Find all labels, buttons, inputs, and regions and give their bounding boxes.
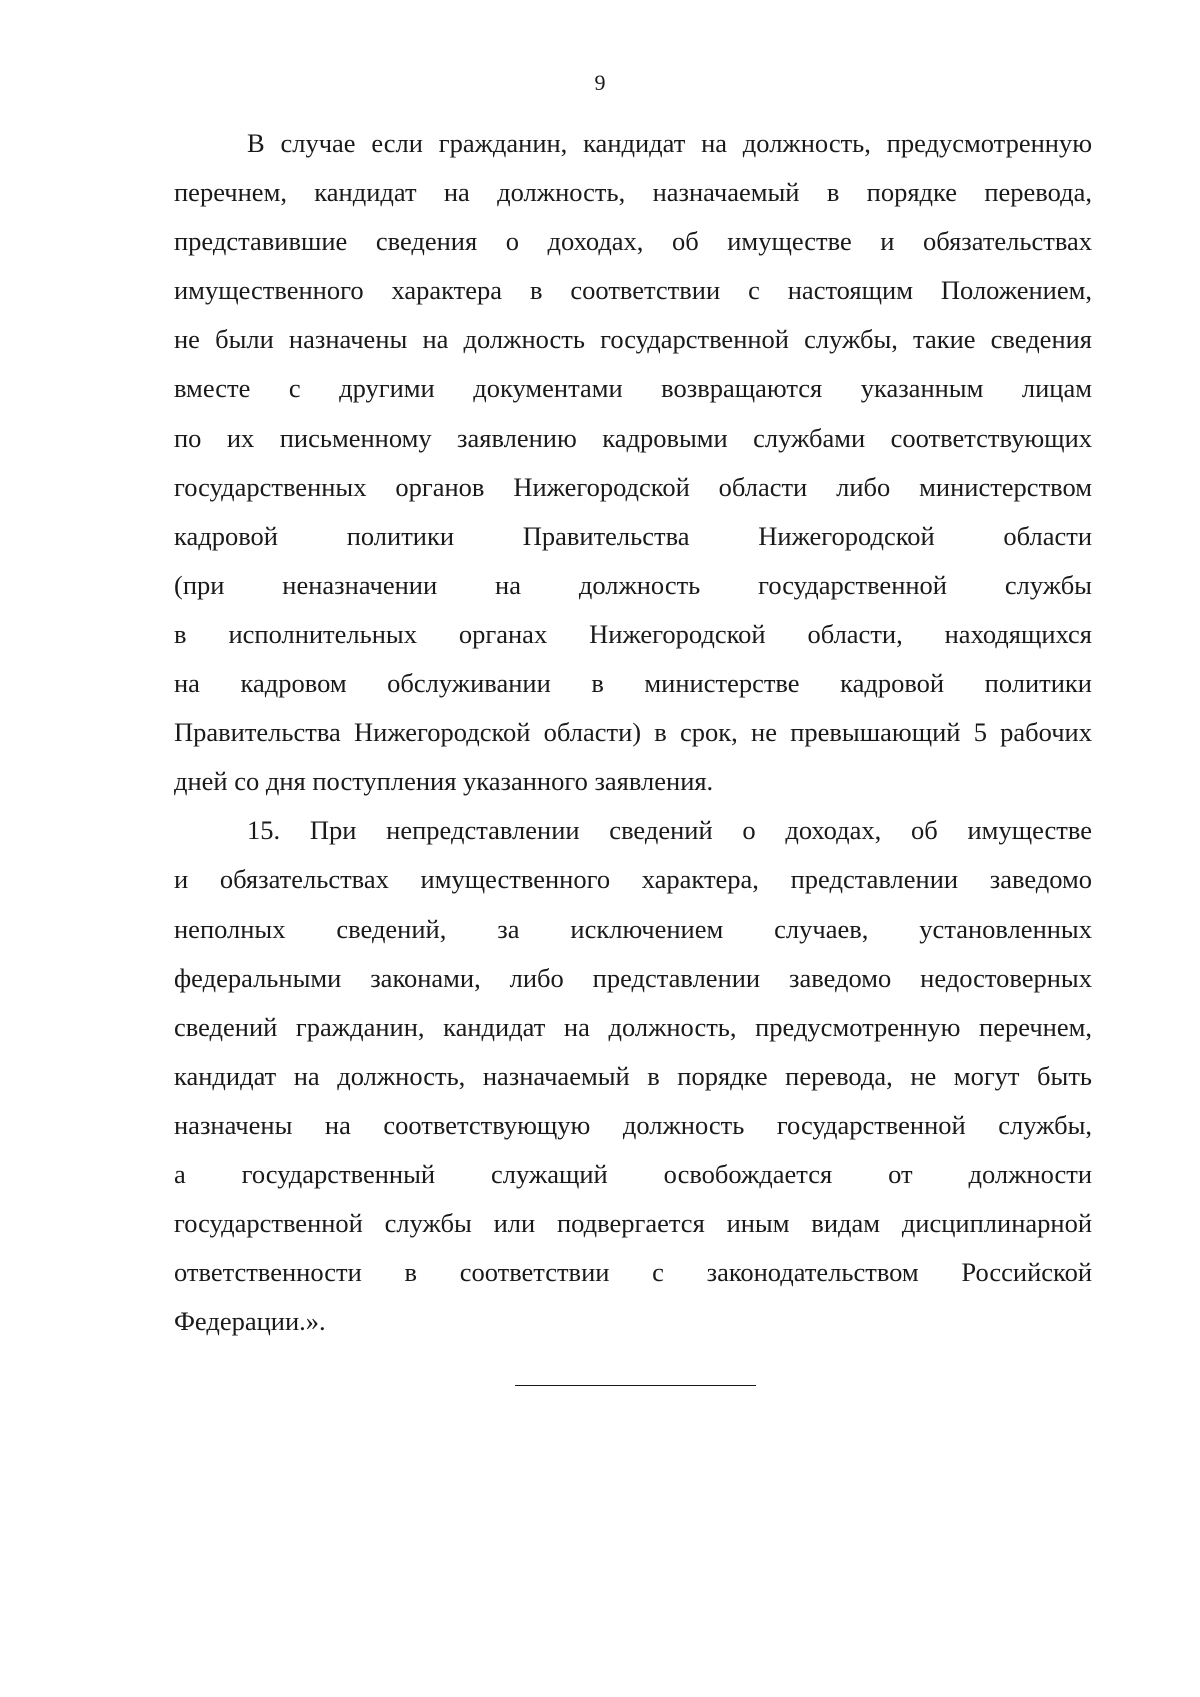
paragraph-return-of-documents (174, 119, 1092, 806)
text-line: ответственности в соответствии с законодательством Российской (174, 1257, 1092, 1288)
text-line: дней со дня поступления указанного заявления. (174, 766, 714, 797)
text-line: государственных органов Нижегородской области либо министерством (174, 471, 1092, 502)
text-line: неполных сведений, за исключением случаев, установленных (174, 913, 1092, 944)
end-of-document-rule (515, 1385, 756, 1386)
text-line: а государственный служащий освобождается от должности (174, 1158, 1092, 1189)
text-line: вместе с другими документами возвращаются указанным лицам (174, 373, 1092, 404)
text-line: имущественного характера в соответствии с настоящим Положением, (174, 275, 1092, 306)
text-line: (при неназначении на должность государственной службы (174, 569, 1092, 600)
text-line: на кадровом обслуживании в министерстве кадровой политики (174, 668, 1092, 699)
text-line: кадровой политики Правительства Нижегородской области (174, 520, 1092, 551)
text-line: не были назначены на должность государственной службы, такие сведения (174, 324, 1092, 355)
text-line: В случае если гражданин, кандидат на должность, предусмотренную (247, 128, 1092, 158)
text-line: федеральными законами, либо представлении заведомо недостоверных (174, 962, 1092, 993)
text-line: Правительства Нижегородской области) в срок, не превышающий 5 рабочих (174, 717, 1092, 748)
page-number: 9 (594, 70, 606, 95)
document-body (174, 119, 1092, 1346)
text-line: 15. При непредставлении сведений о доходах, об имуществе (247, 815, 1092, 846)
text-line: Федерации.». (174, 1306, 326, 1337)
text-line: сведений гражданин, кандидат на должность, предусмотренную перечнем, (174, 1011, 1092, 1042)
text-line: кандидат на должность, назначаемый в порядке перевода, не могут быть (174, 1060, 1092, 1091)
text-line: перечнем, кандидат на должность, назначаемый в порядке перевода, (174, 177, 1092, 208)
text-line: в исполнительных органах Нижегородской области, находящихся (174, 618, 1092, 649)
paragraph-15 (174, 806, 1092, 1346)
text-line: по их письменному заявлению кадровыми службами соответствующих (174, 422, 1092, 453)
text-line: назначены на соответствующую должность государственной службы, (174, 1109, 1092, 1140)
text-line: государственной службы или подвергается иным видам дисциплинарной (174, 1208, 1092, 1239)
text-line: представившие сведения о доходах, об имуществе и обязательствах (174, 226, 1092, 257)
text-line: и обязательствах имущественного характера, представлении заведомо (174, 864, 1092, 895)
